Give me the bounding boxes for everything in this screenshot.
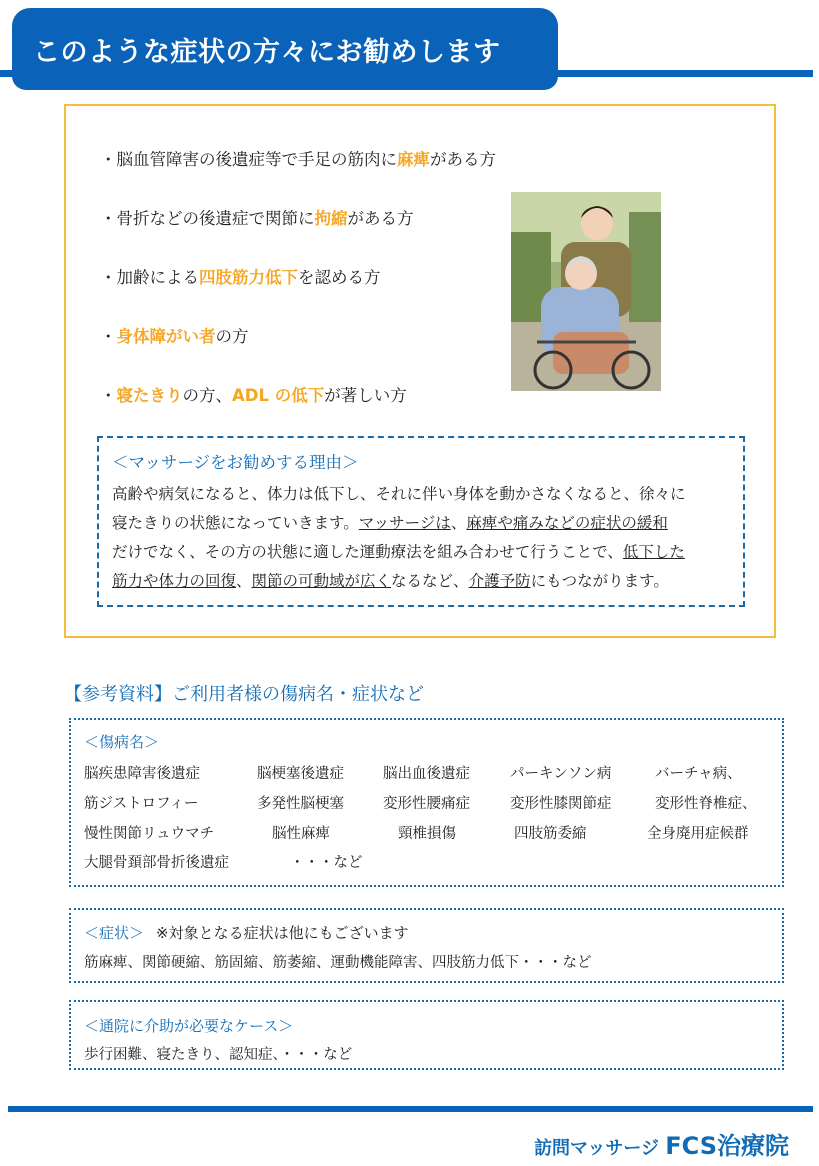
- footer-bar: [8, 1106, 813, 1112]
- symptoms-title: ＜症状＞ ※対象となる症状は他にもございます: [84, 924, 409, 942]
- disease-item: バーチャ病、: [655, 766, 742, 782]
- caregiver-wheelchair-photo: [511, 192, 661, 391]
- disease-item: 頸椎損傷: [398, 826, 456, 842]
- disease-item: 変形性腰痛症: [383, 796, 470, 812]
- reason-title: ＜マッサージをお勧めする理由＞: [112, 453, 359, 472]
- symptom-item: ・脳血管障害の後遺症等で手足の筋肉に麻痺がある方: [100, 150, 496, 169]
- symptom-item: ・寝たきりの方、ADL の低下が著しい方: [100, 386, 407, 405]
- disease-item: 脳疾患障害後遺症: [84, 766, 200, 782]
- disease-item: 慢性関節リュウマチ: [84, 826, 215, 842]
- disease-item: 変形性膝関節症: [510, 796, 612, 812]
- disease-item: 脳出血後遺症: [383, 766, 470, 782]
- reason-line-2: 寝たきりの状態になっていきます。マッサージは、麻痺や痛みなどの症状の緩和: [112, 514, 668, 532]
- reason-line-1: 高齢や病気になると、体力は低下し、それに伴い身体を動かさなくなると、徐々に: [112, 485, 686, 503]
- disease-item: 四肢筋委縮: [514, 826, 587, 842]
- reference-heading: 【参考資料】ご利用者様の傷病名・症状など: [64, 684, 424, 705]
- footer-brand: 訪問マッサージ FCS治療院: [534, 1132, 789, 1160]
- symptom-item: ・加齢による四肢筋力低下を認める方: [100, 268, 381, 287]
- reason-line-4: 筋力や体力の回復、関節の可動域が広くなるなど、介護予防にもつながります。: [112, 572, 669, 590]
- disease-item: 多発性脳梗塞: [257, 796, 344, 812]
- diseases-title: ＜傷病名＞: [84, 733, 160, 751]
- disease-item: パーキンソン病: [510, 766, 612, 782]
- disease-item: 全身廃用症候群: [647, 826, 749, 842]
- page-title: このような症状の方々にお勧めします: [33, 37, 501, 68]
- symptom-item: ・骨折などの後遺症で関節に拘縮がある方: [100, 209, 414, 228]
- symptoms-text: 筋麻痺、関節硬縮、筋固縮、筋萎縮、運動機能障害、四肢筋力低下・・・など: [84, 955, 592, 971]
- cases-title: ＜通院に介助が必要なケース＞: [84, 1017, 294, 1035]
- reason-line-3: だけでなく、その方の状態に適した運動療法を組み合わせて行うことで、低下した: [112, 543, 685, 561]
- disease-item: 脳梗塞後遺症: [257, 766, 344, 782]
- disease-item: 大腿骨頚部骨折後遺症: [84, 855, 229, 871]
- disease-item: ・・・など: [290, 855, 363, 871]
- symptom-item: ・身体障がい者の方: [100, 327, 249, 346]
- cases-text: 歩行困難、寝たきり、認知症、・・・など: [84, 1047, 353, 1063]
- disease-item: 筋ジストロフィー: [84, 796, 199, 812]
- disease-item: 変形性脊椎症、: [655, 796, 757, 812]
- disease-item: 脳性麻痺: [272, 826, 330, 842]
